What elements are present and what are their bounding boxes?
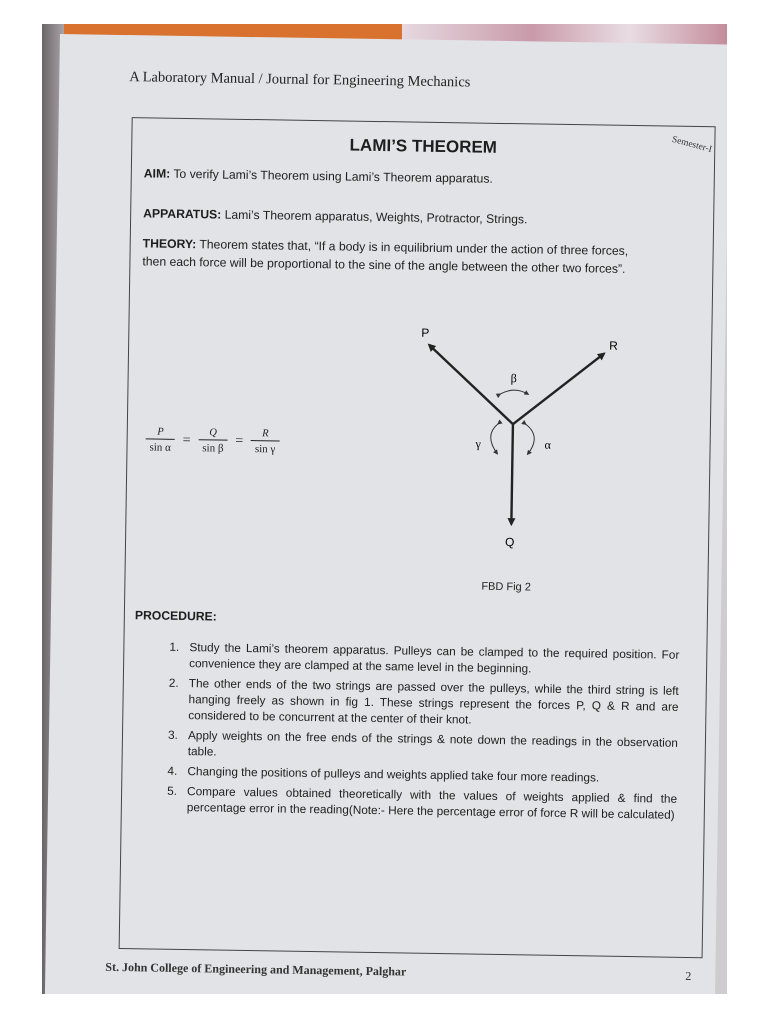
- page-title: LAMI’S THEOREM: [349, 135, 498, 157]
- equals-sign: =: [182, 432, 191, 448]
- apparatus-text: Lami’s Theorem apparatus, Weights, Protractor, Strings.: [224, 207, 528, 227]
- lami-formula: [143, 426, 281, 455]
- label-beta: β: [510, 371, 517, 386]
- label-r: R: [609, 338, 618, 353]
- fraction-r: [251, 428, 280, 455]
- procedure-list: [167, 639, 680, 827]
- aim-label: AIM:: [143, 166, 171, 181]
- running-header: A Laboratory Manual / Journal for Engineering Mechanics: [129, 69, 471, 91]
- manual-page: [45, 34, 727, 994]
- fraction-p-numerator: P: [146, 426, 176, 439]
- step-number: 3.: [167, 727, 178, 742]
- angle-gamma-arc: [490, 424, 497, 454]
- label-gamma: γ: [475, 436, 482, 451]
- step-number: 1.: [169, 639, 180, 654]
- angle-alpha-arc: [525, 424, 534, 454]
- step-number: 2.: [168, 675, 179, 690]
- fraction-p-denominator: sin α: [149, 441, 171, 454]
- equals-sign: =: [235, 433, 244, 449]
- step-text: Apply weights on the free ends of the strings & note down the readings in the observation table.: [187, 728, 679, 759]
- photo-background: [42, 24, 727, 994]
- step-text: Compare values obtained theoretically with the values of weights applied & find the percentage error in the reading(Note:- Here the percentage error of force R will be calculated): [186, 784, 678, 822]
- procedure-heading: PROCEDURE:: [134, 608, 217, 624]
- label-alpha: α: [544, 437, 552, 452]
- step-text: Study the Lami’s theorem apparatus. Pulleys can be clamped to the required position. For convenience they are clamped at the same level in the beginning.: [189, 640, 680, 676]
- force-p-arrow: [428, 345, 514, 424]
- theory-text-1: Theorem states that, “If a body is in equilibrium under the action of three forces,: [199, 237, 629, 258]
- theory-label: THEORY:: [142, 236, 197, 252]
- label-p: P: [421, 325, 430, 340]
- force-q-arrow: [511, 424, 513, 524]
- fraction-r-denominator: sin γ: [254, 443, 276, 456]
- step-text: Changing the positions of pulleys and weights applied take four more readings.: [187, 764, 600, 785]
- aim-text: To verify Lami’s Theorem using Lami’s Theorem apparatus.: [173, 166, 493, 186]
- content-frame: [119, 117, 716, 958]
- step-text: The other ends of the two strings are passed over the pulleys, while the third string is left hanging freely as shown in fig 1. These strings represent the forces P, Q & R and are considered to be concurrent at the center of their knot.: [188, 676, 679, 727]
- apparatus-line: [143, 206, 527, 226]
- apparatus-label: APPARATUS:: [143, 206, 222, 222]
- figure-caption: FBD Fig 2: [481, 580, 531, 594]
- fraction-q-numerator: Q: [198, 427, 227, 440]
- procedure-step: [168, 727, 678, 767]
- fraction-q: [198, 427, 228, 454]
- step-number: 5.: [167, 783, 178, 798]
- force-r-arrow: [510, 352, 604, 425]
- footer-institution: St. John College of Engineering and Management, Palghar: [105, 959, 407, 979]
- free-body-diagram: [415, 323, 639, 586]
- fraction-p: [145, 426, 175, 453]
- angle-beta-arc: [500, 390, 528, 394]
- step-number: 4.: [167, 763, 178, 778]
- aim-line: [144, 166, 493, 185]
- fraction-q-denominator: sin β: [202, 442, 224, 455]
- theory-line-2: then each force will be proportional to the sine of the angle between the other two forces”.: [142, 254, 626, 276]
- procedure-step: [168, 675, 679, 731]
- page-number: 2: [685, 968, 692, 984]
- semester-tag: Semester-I: [670, 134, 713, 156]
- label-q: Q: [504, 535, 515, 550]
- fraction-r-numerator: R: [251, 428, 280, 441]
- procedure-step: [169, 639, 679, 679]
- procedure-step: [167, 783, 677, 823]
